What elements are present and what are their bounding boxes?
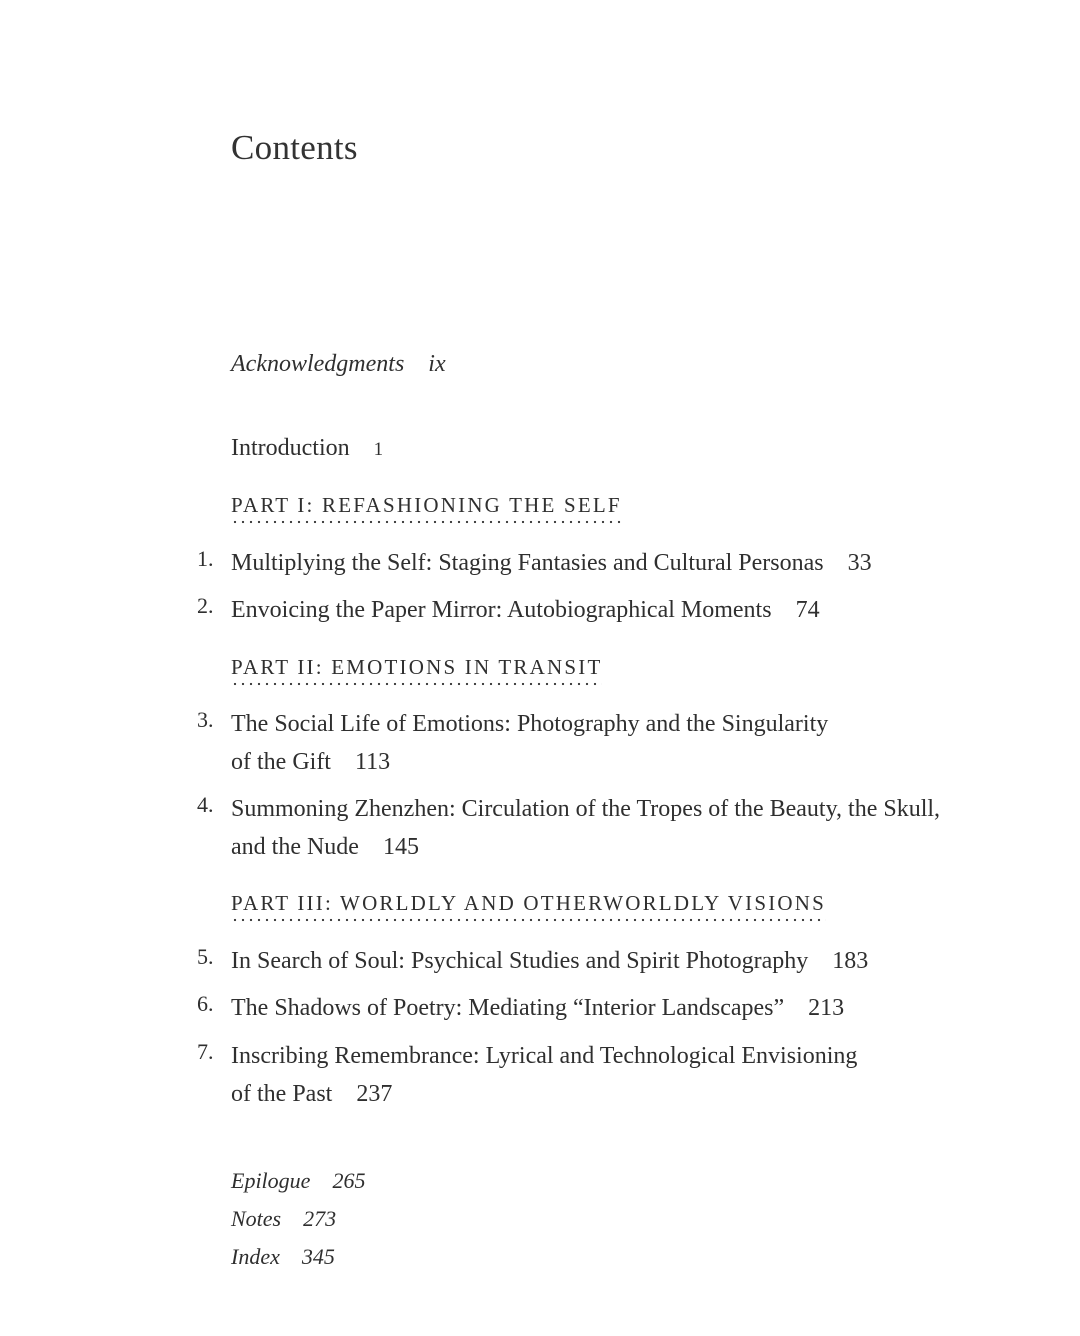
toc-entry-label-continued: of the Past (231, 1081, 333, 1107)
toc-page-number: ix (428, 351, 446, 377)
toc-entry-label: Epilogue (231, 1168, 311, 1193)
chapter-number: 6. (197, 991, 214, 1016)
toc-page-number: 237 (356, 1081, 393, 1107)
toc-entry-label-continued: and the Nude (231, 834, 359, 860)
toc-entry-chapter-3[interactable] (231, 705, 828, 781)
toc-entry-chapter-5[interactable] (231, 942, 868, 980)
toc-page-number: 1 (373, 439, 384, 460)
toc-entry-label-continued: of the Gift (231, 749, 331, 775)
part-heading-2[interactable]: PART II: EMOTIONS IN TRANSIT (231, 655, 602, 686)
toc-entry-notes[interactable] (231, 1200, 336, 1238)
toc-entry-label: The Shadows of Poetry: Mediating “Interior Landscapes” (231, 995, 785, 1021)
toc-page-number: 33 (847, 550, 872, 576)
toc-page-number: 183 (832, 948, 869, 974)
toc-page-number: 345 (301, 1244, 335, 1269)
toc-entry-label: Index (231, 1244, 280, 1269)
toc-entry-label: The Social Life of Emotions: Photography and the Singularity (231, 711, 829, 737)
toc-entry-label: Introduction (231, 435, 350, 461)
toc-entry-label: Notes (231, 1206, 282, 1231)
toc-entry-chapter-7[interactable] (231, 1037, 857, 1113)
chapter-number: 7. (197, 1039, 214, 1064)
chapter-number: 4. (197, 792, 214, 817)
toc-entry-chapter-2[interactable] (231, 591, 820, 629)
toc-entry-chapter-6[interactable] (231, 989, 844, 1027)
part-heading-1[interactable]: PART I: REFASHIONING THE SELF (231, 493, 622, 524)
toc-entry-epilogue[interactable] (231, 1162, 365, 1200)
part-heading-3[interactable]: PART III: WORLDLY AND OTHERWORLDLY VISIONS (231, 891, 826, 922)
toc-entry-label: Envoicing the Paper Mirror: Autobiographical Moments (231, 597, 772, 623)
toc-entry-label: Summoning Zhenzhen: Circulation of the Tropes of the Beauty, the Skull, (231, 796, 941, 822)
toc-entry-acknowledgments[interactable] (231, 345, 446, 383)
page-title: Contents (231, 128, 358, 167)
toc-entry-introduction[interactable] (231, 429, 383, 469)
toc-page-number: 145 (382, 834, 419, 860)
chapter-number: 3. (197, 707, 214, 732)
toc-entry-label: Inscribing Remembrance: Lyrical and Technological Envisioning (231, 1043, 858, 1069)
toc-entry-label: Multiplying the Self: Staging Fantasies and Cultural Personas (231, 550, 824, 576)
toc-page-number: 265 (332, 1168, 366, 1193)
toc-page-number: 74 (795, 597, 820, 623)
toc-entry-label: In Search of Soul: Psychical Studies and Spirit Photography (231, 948, 809, 974)
toc-entry-label: Acknowledgments (231, 351, 405, 377)
toc-page-number: 213 (808, 995, 845, 1021)
chapter-number: 1. (197, 546, 214, 571)
toc-page-number: 113 (354, 749, 391, 775)
toc-entry-chapter-4[interactable] (231, 790, 940, 866)
toc-page-number: 273 (303, 1206, 337, 1231)
chapter-number: 2. (197, 593, 214, 618)
chapter-number: 5. (197, 944, 214, 969)
toc-entry-chapter-1[interactable] (231, 544, 872, 582)
toc-entry-index[interactable] (231, 1238, 335, 1276)
